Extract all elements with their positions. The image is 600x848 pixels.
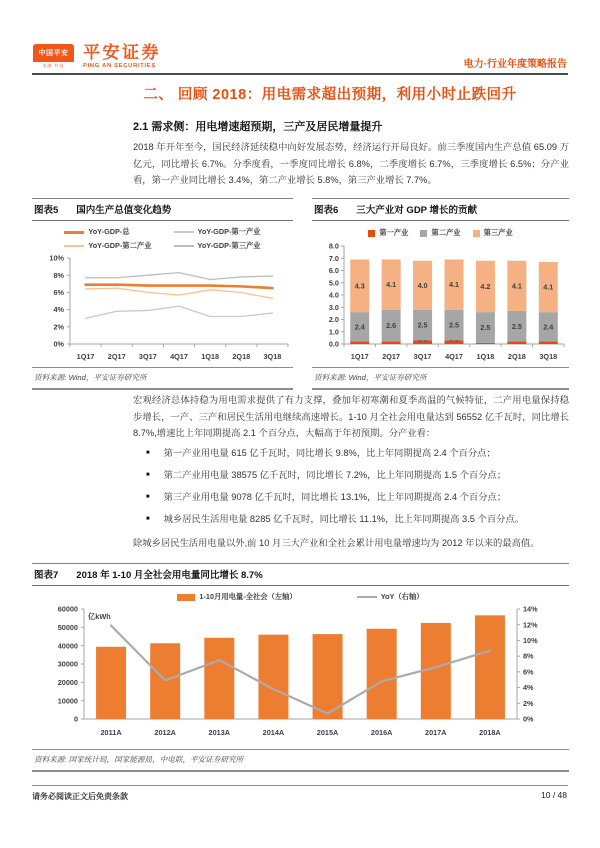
list-item (146, 447, 569, 459)
bullet-text: 城乡居民生活用电量 8285 亿千瓦时，同比增长 11.1%，比上年同期提高 3.5 个百分点。 (163, 514, 525, 525)
axis-label: 6% (53, 288, 64, 297)
bullet-marker-icon: ■ (146, 472, 150, 479)
axis-label: 2012A (154, 728, 176, 737)
legend-item (64, 227, 151, 237)
legend-label: 第三产业 (483, 228, 513, 237)
axis-label: 3Q18 (263, 352, 282, 361)
axis-label: 10% (49, 253, 64, 263)
figure-7 (32, 563, 569, 772)
axis-label: 1.0 (328, 327, 339, 337)
legend-swatch-icon (420, 230, 427, 237)
figure-7-label: 图表7 (34, 570, 59, 581)
list-item (146, 513, 569, 525)
axis-label: 1Q17 (350, 352, 369, 361)
axis-label: 4Q17 (170, 352, 188, 361)
bar (258, 635, 288, 719)
line-series (86, 288, 273, 298)
axis-label: 2.5 (511, 321, 522, 331)
legend-swatch-icon (174, 231, 194, 233)
bullet-marker-icon: ■ (146, 494, 150, 501)
bullet-text: 第二产业用电量 38575 亿千瓦时，同比增长 7.2%，比上年同期提高 1.5 个百分点； (163, 470, 507, 481)
paragraph-power-demand: 宏观经济总体持稳为用电需求提供了有力支撑，叠加年初寒潮和夏季高温的气候特征，二产用电量保持稳步增长，一产、三产和居民生活用电继续高速增长。1-10 月全社会用电量达到 56552 亿千瓦时，同比增长 8.7%,增速比上年同期提高 2.1 个百分点，大幅高于年初预期。分产业看： (133, 395, 569, 439)
list-item (146, 469, 569, 481)
axis-label: 1Q18 (476, 352, 495, 361)
legend-label: YoY-GDP-第二产业 (88, 241, 152, 250)
axis-label: 2.5 (417, 320, 428, 330)
legend-label: YoY（右轴） (380, 592, 424, 601)
axis-label: 4.1 (543, 282, 554, 292)
figure-7-header (32, 563, 569, 586)
figure-6 (312, 198, 569, 390)
axis-label: 4% (523, 683, 534, 693)
axis-label: 2015A (316, 728, 339, 737)
legend-item (174, 241, 261, 251)
axis-label: 4Q17 (445, 352, 463, 361)
axis-label: 2016A (370, 728, 393, 737)
axis-label: 4.0 (328, 290, 339, 300)
axis-label: 2Q17 (107, 352, 126, 361)
axis-label: 8% (53, 270, 64, 280)
axis-label: 亿kWh (88, 612, 111, 621)
brand-name-cn: 平安证券 (83, 43, 161, 62)
axis-label: 2017A (425, 728, 447, 737)
axis-label: 4.3 (354, 281, 365, 291)
axis-label: 4.2 (480, 282, 491, 292)
bullet-text: 第一产业用电量 615 亿千瓦时，同比增长 9.8%，比上年同期提高 2.4 个百分点； (163, 448, 496, 458)
figure-6-header (312, 198, 569, 221)
figure-5-chart (32, 221, 293, 367)
pingan-logo (33, 44, 161, 69)
axis-label: 10% (523, 636, 538, 646)
axis-label: 1Q17 (76, 352, 95, 361)
figure-6-label: 图表6 (314, 205, 339, 216)
section-title: 二、 回顾 2018：用电需求超出预期，利用小时止跌回升 (143, 87, 517, 103)
axis-label: 2% (53, 322, 64, 332)
axis-label: 4.0 (417, 280, 428, 290)
footer-divider (32, 785, 568, 786)
figure-5-legend (32, 227, 293, 251)
figure-7-chart (32, 586, 569, 749)
legend-swatch-icon (64, 231, 84, 234)
bullet-marker-icon: ■ (146, 516, 150, 523)
legend-swatch-icon (64, 245, 84, 247)
axis-label: 4.1 (386, 280, 397, 290)
axis-label: 4.1 (511, 281, 522, 291)
figure-5-header (32, 198, 293, 221)
figure-7-source: 资料来源: 国家统计局，国家能源局，中电联，平安证券研究所 (32, 749, 569, 772)
axis-label: 3.0 (328, 302, 339, 312)
header-divider (32, 73, 568, 75)
axis-label: 2% (523, 698, 534, 708)
axis-label: 2.4 (354, 322, 365, 332)
axis-label: 2.0 (328, 315, 339, 325)
stacked-bar-chart-svg (312, 240, 569, 367)
axis-label: 60000 (57, 604, 78, 614)
legend-swatch-icon (174, 245, 194, 247)
footer-disclaimer: 请务必阅读正文后免责条款 (32, 792, 128, 801)
axis-label: 3Q17 (138, 352, 157, 361)
axis-label: 4% (53, 305, 64, 315)
axis-label: 2.5 (449, 320, 459, 330)
legend-item (368, 228, 408, 238)
axis-label: 8% (523, 651, 534, 661)
bullet-list (146, 447, 569, 535)
axis-label: 20000 (57, 677, 78, 687)
line-chart-svg (32, 252, 293, 367)
combo-chart-svg (32, 599, 569, 749)
legend-label: YoY-GDP-第一产业 (197, 227, 261, 236)
bar (204, 638, 234, 719)
brand-names (83, 44, 161, 69)
axis-label: 7.0 (328, 253, 339, 263)
figure-7-title: 2018 年 1-10 月全社会用电量同比增长 8.7% (76, 570, 263, 581)
bar (475, 615, 505, 719)
legend-swatch-icon (357, 596, 377, 598)
pingan-badge-icon (33, 44, 74, 69)
axis-label: 0% (53, 339, 64, 349)
legend-item (420, 228, 460, 238)
axis-label: 6% (523, 667, 534, 677)
bullet-text: 第三产业用电量 9078 亿千瓦时，同比增长 13.1%，比上年同期提高 2.4 个百分点； (163, 492, 507, 503)
axis-label: 10000 (57, 696, 78, 706)
figure-6-source: 资料来源: Wind，平安证券研究所 (312, 367, 569, 390)
axis-label: 3Q18 (539, 352, 558, 361)
axis-label: 6.0 (328, 266, 339, 276)
axis-label: 2013A (208, 728, 231, 737)
figure-5-label: 图表5 (34, 205, 59, 216)
axis-label: 3Q17 (413, 352, 432, 361)
axis-label: 14% (523, 604, 538, 614)
axis-label: 0% (523, 714, 534, 724)
axis-label: 2.4 (543, 322, 554, 332)
axis-label: 40000 (57, 641, 78, 651)
line-series (86, 273, 273, 280)
axis-label: 0.0 (328, 339, 339, 349)
axis-label: 2018A (479, 728, 501, 737)
axis-label: 4.1 (449, 280, 459, 290)
badge-subtext: 金融·科技 (33, 62, 74, 69)
legend-item (473, 228, 513, 238)
axis-label: 0 (73, 714, 78, 724)
bar (367, 629, 397, 719)
legend-label: YoY-GDP-第三产业 (197, 241, 261, 250)
badge-text: 中国平安 (38, 50, 69, 57)
axis-label: 50000 (57, 622, 78, 632)
figure-5 (32, 198, 293, 390)
bar (96, 647, 126, 719)
legend-item (64, 241, 151, 251)
axis-label: 2014A (262, 728, 285, 737)
axis-label: 2Q18 (232, 352, 251, 361)
axis-label: 5.0 (328, 278, 339, 288)
axis-label: 2Q18 (507, 352, 526, 361)
axis-label: 2.6 (386, 321, 397, 331)
figure-5-source: 资料来源: Wind，平安证券研究所 (32, 367, 293, 390)
legend-item (174, 227, 261, 237)
page-number: 10 / 48 (541, 790, 567, 800)
axis-label: 2011A (100, 728, 122, 737)
figure-6-legend (312, 228, 569, 238)
legend-swatch-icon (473, 230, 480, 237)
legend-label: YoY-GDP-总 (88, 227, 130, 236)
axis-label: 2Q17 (382, 352, 401, 361)
brand-name-en: PING AN SECURITIES (83, 63, 156, 69)
bullet-marker-icon: ■ (146, 450, 150, 456)
paragraph-gdp-overview: 2018 年开年至今，国民经济延续稳中向好发展态势，经济运行开局良好。前三季度国内生产总值 65.09 万亿元，同比增长 6.7%。分季度看，一季度同比增长 6.8%，二季度增长 6.7%，三季度增长 6.5%；分产业看，第一产业同比增长 3.4%，第二产业增长 5.8%，第三产业增长 7.7%。 (133, 142, 569, 186)
figure-6-chart (312, 221, 569, 367)
legend-swatch-icon (368, 230, 375, 237)
report-category: 电力·行业年度策略报告 (463, 59, 567, 70)
axis-label: 1Q18 (201, 352, 220, 361)
line-series (86, 306, 273, 318)
list-item (146, 491, 569, 503)
figure-5-title: 国内生产总值变化趋势 (76, 205, 172, 216)
axis-label: 30000 (57, 659, 78, 669)
axis-label: 2.5 (480, 323, 491, 333)
legend-label: 1-10月用电量-全社会（左轴） (199, 592, 297, 601)
axis-label: 12% (523, 620, 538, 630)
figure-6-title: 三大产业对 GDP 增长的贡献 (356, 205, 477, 216)
legend-label: 第一产业 (379, 228, 409, 237)
axis-label: 8.0 (328, 241, 339, 251)
paragraph-conclusion: 除城乡居民生活用电量以外,前 10 月三大产业和全社会累计用电量增速均为 2012 年以来的最高值。 (133, 538, 540, 548)
subsection-title: 2.1 需求侧：用电增速超预期，三产及居民增量提升 (133, 121, 383, 133)
legend-label: 第二产业 (431, 228, 461, 237)
